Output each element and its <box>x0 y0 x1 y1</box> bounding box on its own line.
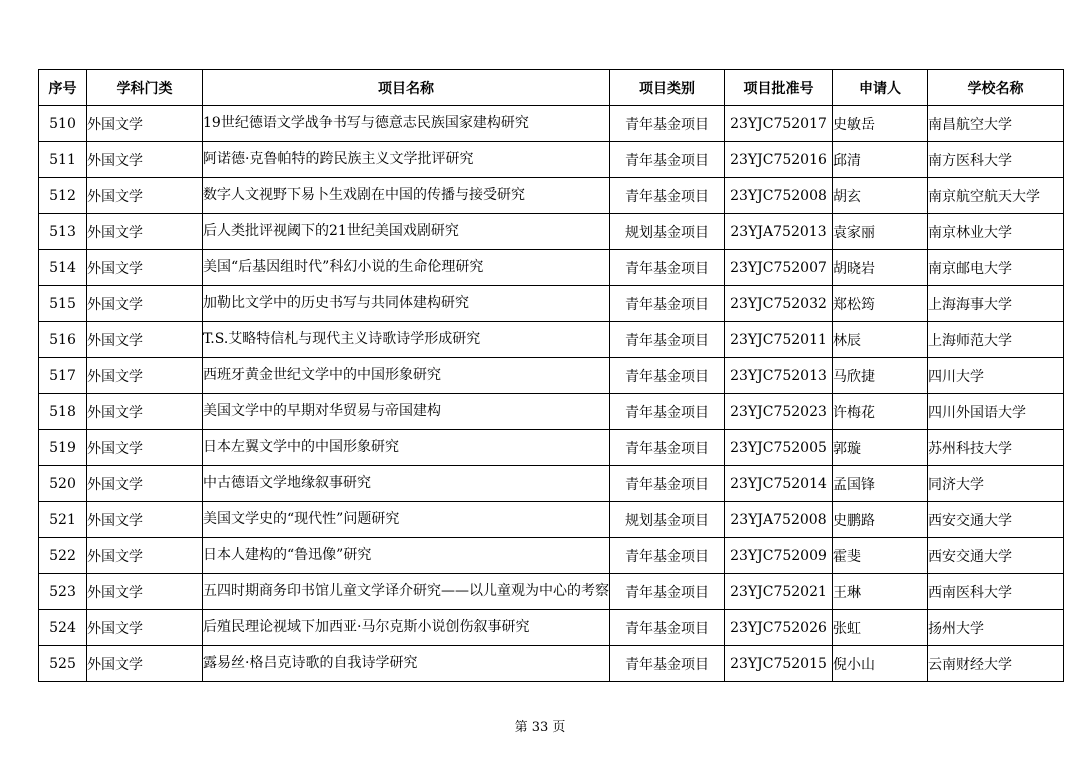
discipline-cell: 外国文学 <box>87 502 203 538</box>
table-row <box>39 178 1064 214</box>
project-type-cell: 青年基金项目 <box>610 358 725 394</box>
approval-number-cell: 23YJC752008 <box>725 178 833 214</box>
project-name-cell: 加勒比文学中的历史书写与共同体建构研究 <box>203 286 610 322</box>
index-cell: 519 <box>39 430 87 466</box>
applicant-cell: 孟国锋 <box>833 466 928 502</box>
index-cell: 521 <box>39 502 87 538</box>
school-cell: 南京邮电大学 <box>928 250 1064 286</box>
col-header-discipline: 学科门类 <box>87 70 203 106</box>
discipline-cell: 外国文学 <box>87 214 203 250</box>
table-row <box>39 502 1064 538</box>
applicant-cell: 袁家丽 <box>833 214 928 250</box>
school-cell: 扬州大学 <box>928 610 1064 646</box>
discipline-cell: 外国文学 <box>87 574 203 610</box>
table-row <box>39 250 1064 286</box>
project-name-cell: 后人类批评视阈下的21世纪美国戏剧研究 <box>203 214 610 250</box>
discipline-cell: 外国文学 <box>87 178 203 214</box>
approval-number-cell: 23YJC752032 <box>725 286 833 322</box>
index-cell: 513 <box>39 214 87 250</box>
table-row <box>39 466 1064 502</box>
col-header-project-name: 项目名称 <box>203 70 610 106</box>
discipline-cell: 外国文学 <box>87 394 203 430</box>
project-type-cell: 青年基金项目 <box>610 646 725 682</box>
school-cell: 南方医科大学 <box>928 142 1064 178</box>
project-name-cell: 数字人文视野下易卜生戏剧在中国的传播与接受研究 <box>203 178 610 214</box>
discipline-cell: 外国文学 <box>87 538 203 574</box>
project-name-cell: 西班牙黄金世纪文学中的中国形象研究 <box>203 358 610 394</box>
applicant-cell: 郭璇 <box>833 430 928 466</box>
applicant-cell: 许梅花 <box>833 394 928 430</box>
project-type-cell: 青年基金项目 <box>610 610 725 646</box>
index-cell: 516 <box>39 322 87 358</box>
discipline-cell: 外国文学 <box>87 610 203 646</box>
table-row <box>39 358 1064 394</box>
approval-number-cell: 23YJC752013 <box>725 358 833 394</box>
project-type-cell: 青年基金项目 <box>610 106 725 142</box>
index-cell: 518 <box>39 394 87 430</box>
project-type-cell: 青年基金项目 <box>610 142 725 178</box>
table-row <box>39 610 1064 646</box>
applicant-cell: 史鹏路 <box>833 502 928 538</box>
approval-number-cell: 23YJA752013 <box>725 214 833 250</box>
applicant-cell: 林辰 <box>833 322 928 358</box>
applicant-cell: 邱清 <box>833 142 928 178</box>
page-number: 第 33 页 <box>514 720 566 735</box>
applicant-cell: 倪小山 <box>833 646 928 682</box>
index-cell: 510 <box>39 106 87 142</box>
table-row <box>39 214 1064 250</box>
applicant-cell: 郑松筠 <box>833 286 928 322</box>
project-type-cell: 青年基金项目 <box>610 466 725 502</box>
project-type-cell: 青年基金项目 <box>610 178 725 214</box>
project-table <box>38 69 1064 682</box>
project-type-cell: 规划基金项目 <box>610 214 725 250</box>
school-cell: 云南财经大学 <box>928 646 1064 682</box>
table-body <box>39 106 1064 682</box>
school-cell: 上海海事大学 <box>928 286 1064 322</box>
discipline-cell: 外国文学 <box>87 646 203 682</box>
index-cell: 517 <box>39 358 87 394</box>
approval-number-cell: 23YJC752011 <box>725 322 833 358</box>
index-cell: 524 <box>39 610 87 646</box>
discipline-cell: 外国文学 <box>87 466 203 502</box>
approval-number-cell: 23YJC752017 <box>725 106 833 142</box>
project-name-cell: 19世纪德语文学战争书写与德意志民族国家建构研究 <box>203 106 610 142</box>
project-type-cell: 青年基金项目 <box>610 394 725 430</box>
school-cell: 西南医科大学 <box>928 574 1064 610</box>
applicant-cell: 王琳 <box>833 574 928 610</box>
applicant-cell: 胡玄 <box>833 178 928 214</box>
project-name-cell: 美国文学中的早期对华贸易与帝国建构 <box>203 394 610 430</box>
discipline-cell: 外国文学 <box>87 286 203 322</box>
table-row <box>39 538 1064 574</box>
applicant-cell: 胡晓岩 <box>833 250 928 286</box>
approval-number-cell: 23YJC752023 <box>725 394 833 430</box>
project-name-cell: 日本左翼文学中的中国形象研究 <box>203 430 610 466</box>
index-cell: 515 <box>39 286 87 322</box>
project-type-cell: 青年基金项目 <box>610 286 725 322</box>
index-cell: 520 <box>39 466 87 502</box>
approval-number-cell: 23YJC752026 <box>725 610 833 646</box>
table-row <box>39 574 1064 610</box>
applicant-cell: 史敏岳 <box>833 106 928 142</box>
project-type-cell: 青年基金项目 <box>610 574 725 610</box>
project-type-cell: 规划基金项目 <box>610 502 725 538</box>
discipline-cell: 外国文学 <box>87 106 203 142</box>
school-cell: 四川大学 <box>928 358 1064 394</box>
applicant-cell: 马欣捷 <box>833 358 928 394</box>
school-cell: 西安交通大学 <box>928 502 1064 538</box>
applicant-cell: 霍斐 <box>833 538 928 574</box>
index-cell: 514 <box>39 250 87 286</box>
col-header-applicant: 申请人 <box>833 70 928 106</box>
table-row <box>39 106 1064 142</box>
approval-number-cell: 23YJC752016 <box>725 142 833 178</box>
approval-number-cell: 23YJC752007 <box>725 250 833 286</box>
project-name-cell: 美国文学史的“现代性”问题研究 <box>203 502 610 538</box>
discipline-cell: 外国文学 <box>87 142 203 178</box>
applicant-cell: 张虹 <box>833 610 928 646</box>
index-cell: 525 <box>39 646 87 682</box>
table-row <box>39 142 1064 178</box>
table-row <box>39 322 1064 358</box>
discipline-cell: 外国文学 <box>87 358 203 394</box>
school-cell: 同济大学 <box>928 466 1064 502</box>
school-cell: 西安交通大学 <box>928 538 1064 574</box>
table-row <box>39 430 1064 466</box>
table-row <box>39 286 1064 322</box>
project-name-cell: 后殖民理论视域下加西亚·马尔克斯小说创伤叙事研究 <box>203 610 610 646</box>
approval-number-cell: 23YJC752015 <box>725 646 833 682</box>
index-cell: 511 <box>39 142 87 178</box>
school-cell: 南京航空航天大学 <box>928 178 1064 214</box>
project-name-cell: 露易丝·格吕克诗歌的自我诗学研究 <box>203 646 610 682</box>
school-cell: 南昌航空大学 <box>928 106 1064 142</box>
index-cell: 523 <box>39 574 87 610</box>
approval-number-cell: 23YJC752021 <box>725 574 833 610</box>
project-type-cell: 青年基金项目 <box>610 538 725 574</box>
approval-number-cell: 23YJC752014 <box>725 466 833 502</box>
approval-number-cell: 23YJA752008 <box>725 502 833 538</box>
discipline-cell: 外国文学 <box>87 250 203 286</box>
project-type-cell: 青年基金项目 <box>610 430 725 466</box>
index-cell: 512 <box>39 178 87 214</box>
project-name-cell: 阿诺德·克鲁帕特的跨民族主义文学批评研究 <box>203 142 610 178</box>
table-row <box>39 646 1064 682</box>
school-cell: 南京林业大学 <box>928 214 1064 250</box>
school-cell: 上海师范大学 <box>928 322 1064 358</box>
index-cell: 522 <box>39 538 87 574</box>
approval-number-cell: 23YJC752009 <box>725 538 833 574</box>
col-header-approval-number: 项目批准号 <box>725 70 833 106</box>
approval-number-cell: 23YJC752005 <box>725 430 833 466</box>
project-type-cell: 青年基金项目 <box>610 322 725 358</box>
project-name-cell: 中古德语文学地缘叙事研究 <box>203 466 610 502</box>
header-row <box>39 70 1064 106</box>
project-name-cell: 日本人建构的“鲁迅像”研究 <box>203 538 610 574</box>
project-name-cell: T.S.艾略特信札与现代主义诗歌诗学形成研究 <box>203 322 610 358</box>
discipline-cell: 外国文学 <box>87 322 203 358</box>
project-name-cell: 美国“后基因组时代”科幻小说的生命伦理研究 <box>203 250 610 286</box>
school-cell: 四川外国语大学 <box>928 394 1064 430</box>
col-header-school: 学校名称 <box>928 70 1064 106</box>
table-row <box>39 394 1064 430</box>
discipline-cell: 外国文学 <box>87 430 203 466</box>
project-type-cell: 青年基金项目 <box>610 250 725 286</box>
col-header-project-type: 项目类别 <box>610 70 725 106</box>
school-cell: 苏州科技大学 <box>928 430 1064 466</box>
col-header-index: 序号 <box>39 70 87 106</box>
project-name-cell: 五四时期商务印书馆儿童文学译介研究——以儿童观为中心的考察 <box>203 574 610 610</box>
